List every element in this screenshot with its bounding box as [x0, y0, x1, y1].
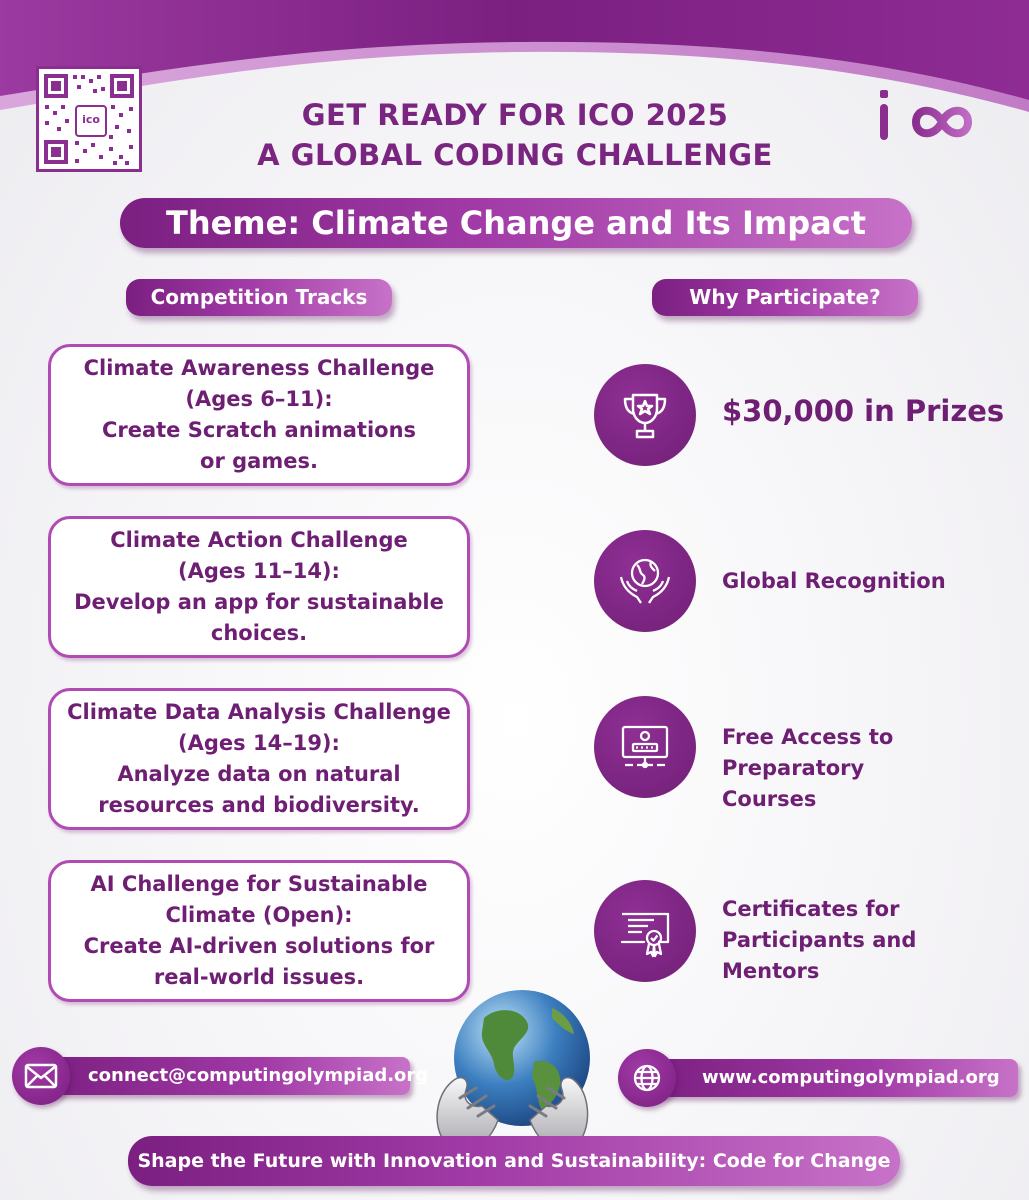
track-desc: Analyze data on natural — [117, 762, 401, 786]
trophy-icon — [615, 385, 675, 445]
envelope-icon-circle — [12, 1047, 70, 1105]
track-title: Climate Awareness Challenge — [83, 356, 435, 380]
benefit-recognition: Global Recognition — [722, 569, 946, 593]
headline-line1: GET READY FOR ICO 2025 — [301, 98, 729, 132]
track-desc: Create AI-driven solutions for — [83, 934, 435, 958]
track-card-action — [48, 516, 470, 658]
monitor-login-icon-circle — [594, 696, 696, 798]
benefit-line: Preparatory — [722, 756, 865, 780]
track-card-ai — [48, 860, 470, 1002]
globe-icon-circle — [618, 1049, 676, 1107]
track-ages: (Ages 14–19): — [178, 731, 340, 755]
certificate-icon-circle — [594, 880, 696, 982]
ico-logo-icon — [876, 88, 986, 148]
benefit-line: Mentors — [722, 959, 820, 983]
globe-icon — [632, 1063, 662, 1093]
website-pill[interactable] — [648, 1059, 1018, 1097]
track-desc: Develop an app for sustainable — [74, 590, 444, 614]
benefit-prizes: $30,000 in Prizes — [722, 394, 1005, 428]
benefit-line: Certificates for — [722, 897, 900, 921]
track-ages: (Ages 6–11): — [185, 387, 333, 411]
globe-hands-icon-circle — [594, 530, 696, 632]
monitor-login-icon — [615, 717, 675, 777]
track-desc: real-world issues. — [153, 965, 365, 989]
why-participate-heading: Why Participate? — [652, 279, 918, 316]
track-title: AI Challenge for Sustainable — [90, 872, 428, 896]
trophy-icon-circle — [594, 364, 696, 466]
qr-center-logo: ico — [75, 105, 107, 137]
theme-banner: Theme: Climate Change and Its Impact — [120, 198, 912, 248]
certificate-icon — [614, 900, 676, 962]
track-card-data-analysis — [48, 688, 470, 830]
track-ages: Climate (Open): — [165, 903, 353, 927]
website-url[interactable]: www.computingolympiad.org — [702, 1067, 1000, 1088]
track-card-awareness — [48, 344, 470, 486]
footer-slogan: Shape the Future with Innovation and Sustainability: Code for Change — [128, 1136, 900, 1186]
track-ages: (Ages 11–14): — [178, 559, 340, 583]
track-title: Climate Data Analysis Challenge — [67, 700, 451, 724]
benefit-line: Free Access to — [722, 725, 894, 749]
qr-code[interactable] — [36, 66, 142, 172]
track-desc: or games. — [200, 449, 318, 473]
benefit-line: Participants and — [722, 928, 917, 952]
globe-hands-icon — [615, 551, 675, 611]
benefit-certificates — [722, 894, 916, 987]
benefit-courses — [722, 722, 893, 815]
track-desc: Create Scratch animations — [101, 418, 417, 442]
envelope-icon — [24, 1063, 58, 1089]
email-pill[interactable] — [42, 1057, 429, 1095]
track-desc: choices. — [210, 621, 308, 645]
track-desc: resources and biodiversity. — [98, 793, 420, 817]
email-address[interactable]: connect@computingolympiad.org — [88, 1065, 429, 1086]
benefit-line: Courses — [722, 787, 817, 811]
track-title: Climate Action Challenge — [110, 528, 408, 552]
competition-tracks-heading: Competition Tracks — [126, 279, 392, 316]
headline-line2: A GLOBAL CODING CHALLENGE — [257, 138, 773, 172]
